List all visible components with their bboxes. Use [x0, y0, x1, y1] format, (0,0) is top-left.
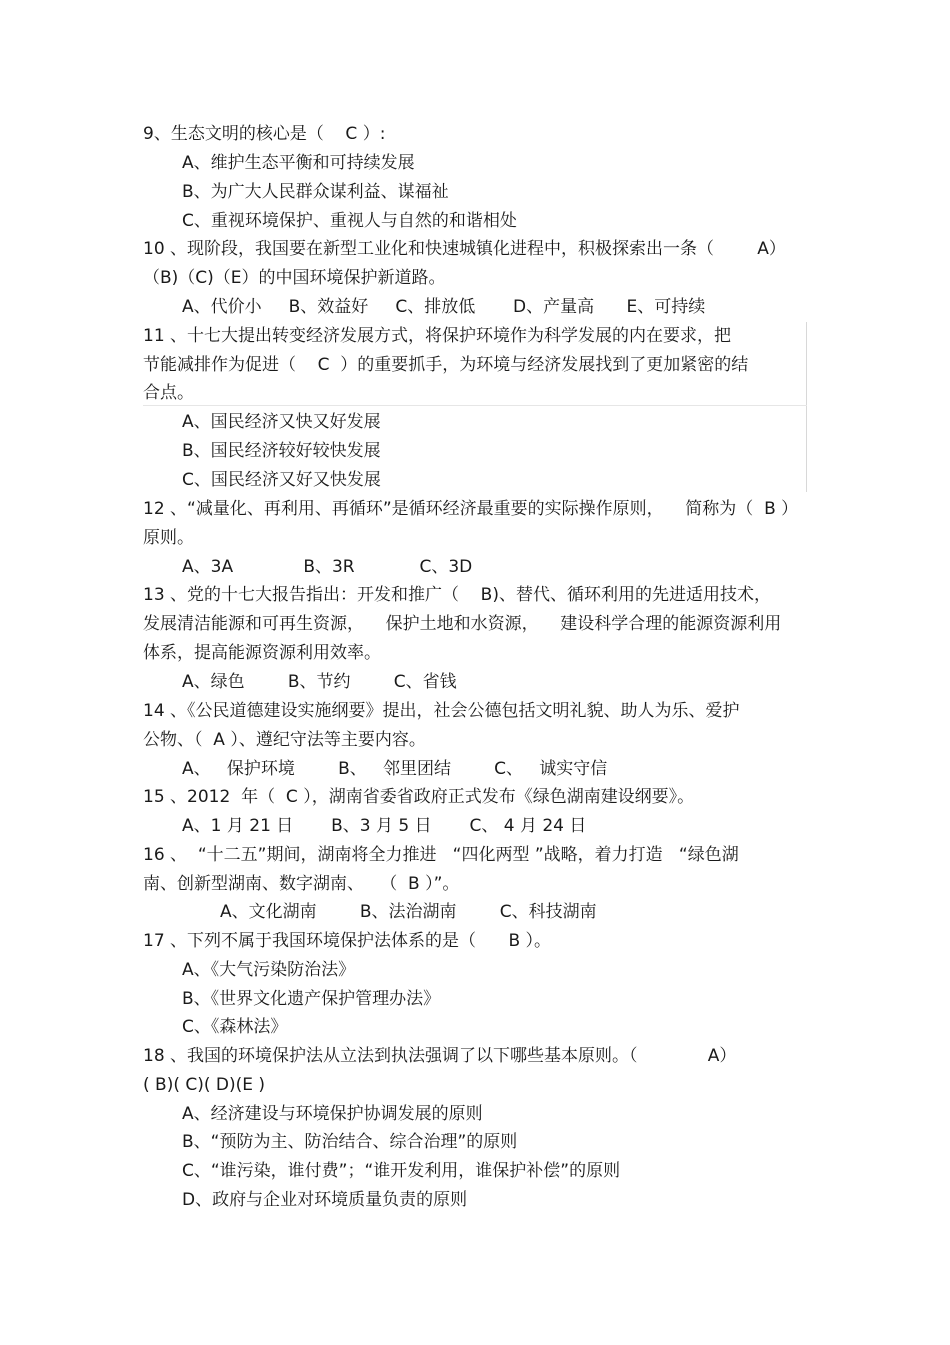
- options-12: A、3A B、3R C、3D: [182, 557, 473, 577]
- option-18b: B、“预防为主、防治结合、综合治理”的原则: [182, 1132, 518, 1152]
- option-9b: B、为广大人民群众谋利益、谋福祉: [182, 182, 449, 202]
- question-13: 13 、党的十七大报告指出：开发和推广（ B)、替代、循环利用的先进适用技术，: [143, 585, 771, 605]
- option-17b: B、《世界文化遗产保护管理办法》: [182, 989, 441, 1009]
- option-9c: C、重视环境保护、重视人与自然的和谐相处: [182, 211, 517, 231]
- question-18-cont: ( B)( C)( D)(E ): [143, 1075, 266, 1095]
- question-11-cont2: 合点。: [143, 383, 194, 403]
- option-18d: D、政府与企业对环境质量负责的原则: [182, 1190, 468, 1210]
- option-18a: A、经济建设与环境保护协调发展的原则: [182, 1104, 483, 1124]
- question-13-cont2: 体系，提高能源资源利用效率。: [143, 643, 381, 663]
- option-9a: A、维护生态平衡和可持续发展: [182, 153, 415, 173]
- question-15: 15 、2012 年（ C ），湖南省委省政府正式发布《绿色湖南建设纲要》。: [143, 787, 695, 807]
- option-17a: A、《大气污染防治法》: [182, 960, 356, 980]
- question-14-cont: 公物、（ A ）、遵纪守法等主要内容。: [143, 730, 426, 750]
- question-10: 10 、现阶段，我国要在新型工业化和快速城镇化进程中，积极探索出一条（ A）: [143, 239, 786, 259]
- question-13-cont: 发展清洁能源和可再生资源， 保护土地和水资源， 建设科学合理的能源资源利用: [143, 614, 782, 634]
- text-frame-divider: [143, 405, 807, 406]
- question-17: 17 、下列不属于我国环境保护法体系的是（ B ）。: [143, 931, 552, 951]
- option-18c: C、“谁污染，谁付费”；“谁开发利用，谁保护补偿”的原则: [182, 1161, 621, 1181]
- question-10-cont: （B)（C)（E）的中国环境保护新道路。: [143, 268, 446, 288]
- options-16: A、文化湖南 B、法治湖南 C、科技湖南: [220, 902, 597, 922]
- question-16-cont: 南、创新型湖南、数字湖南、 （ B ）”。: [143, 874, 460, 894]
- question-14: 14 、《公民道德建设实施纲要》提出，社会公德包括文明礼貌、助人为乐、爱护: [143, 701, 740, 721]
- question-18: 18 、我国的环境保护法从立法到执法强调了以下哪些基本原则。（ A）: [143, 1046, 737, 1066]
- question-9: 9、生态文明的核心是（ C ）:: [143, 124, 386, 144]
- options-10: A、代价小 B、效益好 C、排放低 D、产量高 E、可持续: [182, 297, 706, 317]
- option-17c: C、《森林法》: [182, 1017, 288, 1037]
- options-13: A、绿色 B、节约 C、省钱: [182, 672, 457, 692]
- options-14: A、 保护环境 B、 邻里团结 C、 诚实守信: [182, 759, 608, 779]
- question-16: 16 、 “十二五”期间，湖南将全力推进 “四化两型 ”战略，着力打造 “绿色湖: [143, 845, 739, 865]
- question-11-cont: 节能减排作为促进（ C ）的重要抓手，为环境与经济发展找到了更加紧密的结: [143, 355, 749, 375]
- option-11c: C、国民经济又好又快发展: [182, 470, 381, 490]
- text-frame-border: [806, 322, 807, 492]
- option-11a: A、国民经济又快又好发展: [182, 412, 381, 432]
- question-12: 12 、“减量化、再利用、再循环”是循环经济最重要的实际操作原则， 简称为（ B ）: [143, 499, 799, 519]
- options-15: A、1 月 21 日 B、3 月 5 日 C、 4 月 24 日: [182, 816, 587, 836]
- question-11: 11 、十七大提出转变经济发展方式，将保护环境作为科学发展的内在要求，把: [143, 326, 732, 346]
- option-11b: B、国民经济较好较快发展: [182, 441, 381, 461]
- question-12-cont: 原则。: [143, 528, 194, 548]
